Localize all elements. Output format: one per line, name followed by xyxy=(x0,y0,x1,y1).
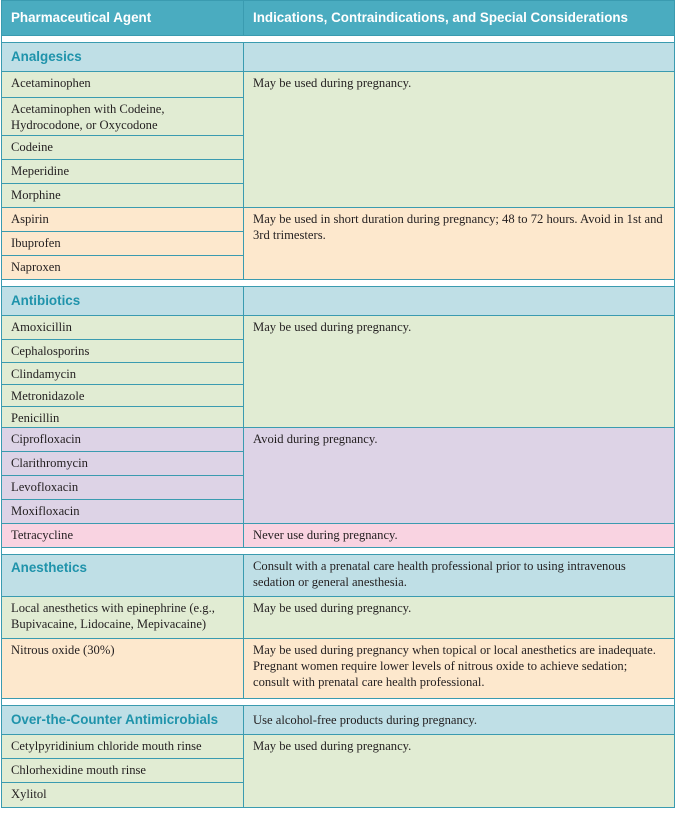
indication-cell: May be used in short duration during pregnancy; 48 to 72 hours. Avoid in 1st and 3rd trimesters. xyxy=(244,208,675,280)
section-title: Anesthetics xyxy=(2,555,244,597)
agent-cell: Codeine xyxy=(2,136,244,160)
agent-cell: Morphine xyxy=(2,184,244,208)
section-note: Use alcohol-free products during pregnancy. xyxy=(244,706,675,735)
indication-cell: May be used during pregnancy when topical or local anesthetics are inadequate. Pregnant women require lower levels of nitrous oxide to achieve sedation; consult with prenatal care health professional. xyxy=(244,639,675,699)
agent-cell: Ibuprofen xyxy=(2,232,244,256)
table-row xyxy=(2,639,675,699)
agent-cell: Xylitol xyxy=(2,783,244,808)
agent-cell: Clindamycin xyxy=(2,363,244,385)
column-header-indications: Indications, Contraindications, and Special Considerations xyxy=(244,1,675,36)
agent-cell: Amoxicillin xyxy=(2,316,244,340)
indication-cell: May be used during pregnancy. xyxy=(244,72,675,208)
section-header-otc-antimicrobials xyxy=(2,706,675,735)
pharmaceutical-agents-table xyxy=(1,0,675,808)
table-row xyxy=(2,72,675,98)
agent-cell: Aspirin xyxy=(2,208,244,232)
agent-cell: Acetaminophen with Codeine, Hydrocodone, or Oxycodone xyxy=(2,98,244,136)
indication-cell: Never use during pregnancy. xyxy=(244,524,675,548)
agent-cell: Ciprofloxacin xyxy=(2,428,244,452)
table-row xyxy=(2,428,675,452)
section-spacer xyxy=(2,699,675,706)
table-row xyxy=(2,524,675,548)
agent-cell: Meperidine xyxy=(2,160,244,184)
indication-cell: May be used during pregnancy. xyxy=(244,735,675,808)
agent-cell: Levofloxacin xyxy=(2,476,244,500)
agent-cell: Chlorhexidine mouth rinse xyxy=(2,759,244,783)
indication-cell: May be used during pregnancy. xyxy=(244,316,675,428)
section-note xyxy=(244,43,675,72)
column-header-agent: Pharmaceutical Agent xyxy=(2,1,244,36)
section-title: Antibiotics xyxy=(2,287,244,316)
agent-cell: Naproxen xyxy=(2,256,244,280)
section-header-anesthetics xyxy=(2,555,675,597)
section-spacer xyxy=(2,548,675,555)
section-note: Consult with a prenatal care health professional prior to using intravenous sedation or general anesthesia. xyxy=(244,555,675,597)
agent-cell: Moxifloxacin xyxy=(2,500,244,524)
section-spacer xyxy=(2,36,675,43)
indication-cell: May be used during pregnancy. xyxy=(244,597,675,639)
section-title: Analgesics xyxy=(2,43,244,72)
table-row xyxy=(2,735,675,759)
agent-cell: Local anesthetics with epinephrine (e.g., Bupivacaine, Lidocaine, Mepivacaine) xyxy=(2,597,244,639)
agent-cell: Penicillin xyxy=(2,407,244,428)
section-title: Over-the-Counter Antimicrobials xyxy=(2,706,244,735)
agent-cell: Metronidazole xyxy=(2,385,244,407)
table-header-row xyxy=(2,1,675,36)
section-header-antibiotics xyxy=(2,287,675,316)
table-row xyxy=(2,597,675,639)
agent-cell: Cephalosporins xyxy=(2,340,244,363)
agent-cell: Nitrous oxide (30%) xyxy=(2,639,244,699)
section-spacer xyxy=(2,280,675,287)
table-row xyxy=(2,316,675,340)
indication-cell: Avoid during pregnancy. xyxy=(244,428,675,524)
agent-cell: Acetaminophen xyxy=(2,72,244,98)
table-row xyxy=(2,208,675,232)
section-header-analgesics xyxy=(2,43,675,72)
agent-cell: Clarithromycin xyxy=(2,452,244,476)
agent-cell: Tetracycline xyxy=(2,524,244,548)
agent-cell: Cetylpyridinium chloride mouth rinse xyxy=(2,735,244,759)
section-note xyxy=(244,287,675,316)
